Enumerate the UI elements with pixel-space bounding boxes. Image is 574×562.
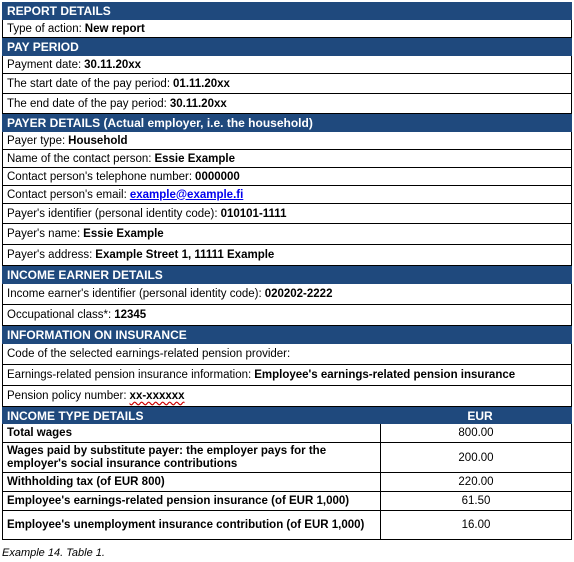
pension-info-value: Employee's earnings-related pension insurance (254, 369, 516, 381)
pension-info-row (2, 365, 572, 386)
contact-phone-value: 0000000 (195, 170, 240, 183)
payer-address-value: Example Street 1, 11111 Example (95, 249, 275, 261)
payment-date-value: 30.11.20xx (84, 58, 142, 71)
provider-code-row (2, 344, 572, 365)
table-caption: Example 14. Table 1. (2, 547, 105, 559)
payer-name-row (2, 224, 572, 245)
earner-id-value: 020202-2222 (264, 288, 333, 300)
payer-type-label: Payer type: (7, 134, 66, 147)
start-date-value: 01.11.20xx (173, 77, 230, 90)
payer-id-value: 010101-1111 (220, 207, 287, 220)
payment-date-row (2, 56, 572, 74)
payer-details-header: PAYER DETAILS (Actual employer, i.e. the household) (2, 114, 572, 132)
contact-phone-row (2, 168, 572, 186)
end-date-value: 30.11.20xx (169, 97, 227, 110)
type-of-action-row (2, 20, 572, 38)
type-of-action-value: New report (84, 22, 145, 35)
income-row-value: 200.00 (458, 451, 494, 464)
contact-email-link[interactable]: example@example.fi (129, 188, 244, 201)
contact-email-label: Contact person's email: (7, 188, 127, 201)
contact-name-label: Name of the contact person: (7, 152, 152, 165)
income-row (2, 443, 572, 473)
occupational-class-value: 12345 (114, 309, 147, 321)
income-row-value: 16.00 (461, 519, 491, 531)
income-row-label: Employee's unemployment insurance contribution (of EUR 1,000) (3, 511, 381, 539)
income-row-label: Employee's earnings-related pension insurance (of EUR 1,000) (3, 492, 381, 510)
currency-label: EUR (467, 409, 493, 423)
report-details-header: REPORT DETAILS (2, 2, 572, 20)
income-row (2, 473, 572, 492)
contact-name-value: Essie Example (154, 152, 236, 165)
occupational-class-row (2, 305, 572, 326)
income-row (2, 511, 572, 540)
pension-info-label: Earnings-related pension insurance information: (7, 369, 252, 381)
payment-date-label: Payment date: (7, 58, 82, 71)
payer-name-value: Essie Example (83, 228, 164, 240)
type-of-action-label: Type of action: (7, 22, 82, 35)
income-earner-header: INCOME EARNER DETAILS (2, 266, 572, 284)
policy-number-label: Pension policy number: (7, 390, 127, 402)
payer-address-label: Payer's address: (7, 249, 93, 261)
income-row-label: Withholding tax (of EUR 800) (3, 473, 381, 491)
provider-code-label: Code of the selected earnings-related pension provider: (7, 348, 291, 360)
earner-id-row (2, 284, 572, 305)
income-row-value: 220.00 (458, 476, 494, 488)
report-table (2, 2, 572, 540)
insurance-header: INFORMATION ON INSURANCE (2, 326, 572, 344)
contact-phone-label: Contact person's telephone number: (7, 170, 193, 183)
income-type-header (2, 407, 572, 424)
occupational-class-label: Occupational class*: (7, 309, 112, 321)
payer-name-label: Payer's name: (7, 228, 81, 240)
pay-period-header: PAY PERIOD (2, 38, 572, 56)
income-row-label: Wages paid by substitute payer: the employer pays for the employer's social insurance contributions (3, 443, 381, 472)
contact-email-row (2, 186, 572, 204)
income-row-label: Total wages (3, 424, 381, 442)
payer-id-label: Payer's identifier (personal identity code): (7, 207, 218, 220)
payer-type-value: Household (68, 134, 128, 147)
end-date-row (2, 94, 572, 114)
policy-number-value: xx-xxxxxx (129, 390, 185, 402)
income-row-value: 61.50 (461, 495, 491, 507)
start-date-label: The start date of the pay period: (7, 77, 171, 90)
earner-id-label: Income earner's identifier (personal identity code): (7, 288, 262, 300)
start-date-row (2, 74, 572, 94)
income-row (2, 492, 572, 511)
income-type-title: INCOME TYPE DETAILS (7, 409, 144, 423)
payer-address-row (2, 245, 572, 266)
income-row (2, 424, 572, 443)
payer-type-row (2, 132, 572, 150)
payer-id-row (2, 204, 572, 224)
income-row-value: 800.00 (458, 427, 494, 439)
end-date-label: The end date of the pay period: (7, 97, 167, 110)
policy-number-row (2, 386, 572, 407)
contact-name-row (2, 150, 572, 168)
